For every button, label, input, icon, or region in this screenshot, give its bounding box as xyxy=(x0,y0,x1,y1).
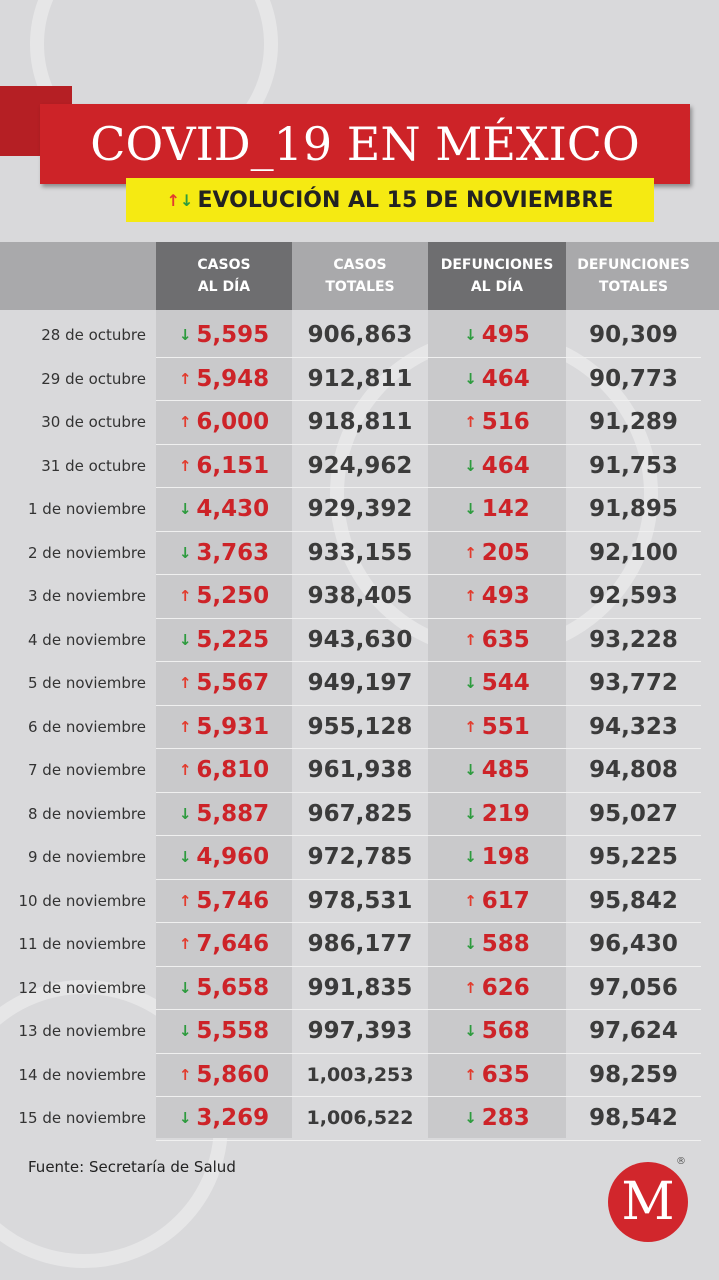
row-date: 14 de noviembre xyxy=(18,1065,146,1084)
row-date: 30 de octubre xyxy=(41,413,146,431)
total-cases: 991,835 xyxy=(307,974,413,1001)
row-date: 12 de noviembre xyxy=(18,978,146,997)
trend-down-icon: ↓ xyxy=(178,804,192,823)
total-cases: 918,811 xyxy=(307,409,413,435)
table-row xyxy=(0,619,719,663)
trend-up-icon: ↑ xyxy=(178,674,192,692)
cases-per-day: ↓ 4,430 xyxy=(178,496,270,522)
cases-per-day: ↑ 5,250 xyxy=(178,583,270,609)
cases-per-day: ↓ 5,595 xyxy=(178,322,270,348)
cases-per-day: ↑ 7,646 xyxy=(178,931,270,957)
cases-per-day: ↑ 6,000 xyxy=(178,409,270,435)
trend-down-icon: ↓ xyxy=(464,369,477,388)
row-date: 9 de noviembre xyxy=(28,848,146,866)
total-cases: 1,006,522 xyxy=(306,1107,414,1129)
cases-per-day: ↑ 5,746 xyxy=(178,887,270,914)
trend-up-icon: ↑ xyxy=(178,456,192,475)
source-note: Fuente: Secretaría de Salud xyxy=(28,1158,236,1176)
total-deaths: 95,225 xyxy=(589,844,678,870)
cases-per-day: ↓ 5,225 xyxy=(178,626,270,653)
row-date: 10 de noviembre xyxy=(18,891,146,910)
deaths-per-day: ↑ 635 xyxy=(464,1061,530,1088)
trend-down-icon: ↓ xyxy=(178,326,192,344)
page-title: COVID_19 EN MÉXICO xyxy=(40,104,690,184)
table-row xyxy=(0,923,719,967)
trend-down-icon: ↓ xyxy=(178,1022,192,1040)
trend-up-icon: ↑ xyxy=(178,587,192,605)
trend-up-icon: ↑ xyxy=(464,413,477,431)
total-cases: 912,811 xyxy=(307,365,413,392)
deaths-per-day: ↑ 617 xyxy=(464,887,530,914)
total-cases: 997,393 xyxy=(307,1018,413,1044)
total-deaths: 91,289 xyxy=(589,409,678,435)
deaths-per-day: ↓ 568 xyxy=(464,1018,530,1044)
total-deaths: 91,753 xyxy=(589,452,678,479)
trend-down-icon: ↓ xyxy=(178,848,192,866)
total-deaths: 92,100 xyxy=(589,539,678,566)
total-cases: 929,392 xyxy=(307,496,413,522)
deaths-per-day: ↓ 198 xyxy=(464,844,530,870)
trend-down-icon: ↓ xyxy=(178,500,192,518)
trend-up-icon: ↑ xyxy=(178,761,192,779)
trend-up-icon: ↑ xyxy=(178,717,192,736)
trend-down-icon: ↓ xyxy=(464,848,477,866)
trend-down-icon: ↓ xyxy=(464,326,477,344)
cases-per-day: ↑ 5,948 xyxy=(178,365,270,392)
total-deaths: 98,259 xyxy=(589,1061,678,1088)
row-date: 15 de noviembre xyxy=(18,1109,146,1127)
trend-up-icon: ↑ xyxy=(464,978,477,997)
total-cases: 955,128 xyxy=(307,713,413,740)
column-header-casos-dia: CASOS AL DÍA xyxy=(197,257,251,295)
milenio-logo: M xyxy=(608,1162,688,1242)
total-cases: 933,155 xyxy=(307,539,413,566)
total-deaths: 95,842 xyxy=(589,887,678,914)
table-row xyxy=(0,532,719,576)
row-date: 11 de noviembre xyxy=(18,935,146,953)
deaths-per-day: ↓ 464 xyxy=(464,365,530,392)
table-row xyxy=(0,488,719,532)
cases-per-day: ↓ 3,763 xyxy=(178,539,270,566)
trend-down-icon: ↓ xyxy=(178,543,192,562)
deaths-per-day: ↑ 493 xyxy=(464,583,530,609)
trend-down-icon: ↓ xyxy=(464,674,477,692)
table-row xyxy=(0,967,719,1011)
trend-down-icon: ↓ xyxy=(464,1109,477,1127)
trend-down-icon: ↓ xyxy=(178,630,192,649)
trend-down-icon: ↓ xyxy=(464,1022,477,1040)
cases-per-day: ↓ 4,960 xyxy=(178,844,270,870)
trend-up-icon: ↑ xyxy=(178,369,192,388)
total-deaths: 90,773 xyxy=(589,365,678,392)
table-row xyxy=(0,1010,719,1054)
total-cases: 972,785 xyxy=(307,844,413,870)
total-cases: 961,938 xyxy=(307,757,413,783)
trend-up-icon: ↑ xyxy=(464,630,477,649)
cases-per-day: ↑ 5,931 xyxy=(178,713,270,740)
total-cases: 938,405 xyxy=(307,583,413,609)
total-cases: 943,630 xyxy=(307,626,413,653)
cases-per-day: ↓ 5,658 xyxy=(178,974,270,1001)
deaths-per-day: ↓ 283 xyxy=(464,1105,530,1131)
cases-per-day: ↑ 5,567 xyxy=(178,670,270,696)
total-deaths: 97,624 xyxy=(589,1018,678,1044)
trend-down-icon: ↓ xyxy=(178,1109,192,1127)
trend-arrows-icon: ↑ ↓ xyxy=(166,190,194,210)
deaths-per-day: ↑ 516 xyxy=(464,409,530,435)
subtitle-text: EVOLUCIÓN AL 15 DE NOVIEMBRE xyxy=(197,187,614,213)
trend-up-icon: ↑ xyxy=(464,891,477,910)
row-date: 4 de noviembre xyxy=(28,630,146,649)
row-date: 5 de noviembre xyxy=(28,674,146,692)
row-date: 31 de octubre xyxy=(41,456,146,475)
deaths-per-day: ↓ 485 xyxy=(464,757,530,783)
total-deaths: 98,542 xyxy=(589,1105,678,1131)
total-deaths: 97,056 xyxy=(589,974,678,1001)
deaths-per-day: ↑ 626 xyxy=(464,974,530,1001)
trend-down-icon: ↓ xyxy=(464,456,477,475)
total-deaths: 93,228 xyxy=(589,626,678,653)
row-date: 8 de noviembre xyxy=(28,804,146,823)
deaths-per-day: ↓ 588 xyxy=(464,931,530,957)
row-divider xyxy=(156,1140,701,1141)
table-row xyxy=(0,880,719,924)
total-cases: 1,003,253 xyxy=(306,1063,414,1086)
trend-up-icon: ↑ xyxy=(464,717,477,736)
column-header-casos-totales: CASOS TOTALES xyxy=(325,257,395,295)
total-deaths: 90,309 xyxy=(589,322,678,348)
total-deaths: 94,808 xyxy=(589,757,678,783)
trend-down-icon: ↓ xyxy=(464,761,477,779)
cases-per-day: ↓ 5,558 xyxy=(178,1018,270,1044)
total-deaths: 94,323 xyxy=(589,713,678,740)
trend-down-icon: ↓ xyxy=(464,935,477,953)
table-row xyxy=(0,575,719,619)
table-row xyxy=(0,793,719,837)
cases-per-day: ↓ 5,887 xyxy=(178,800,270,827)
total-deaths: 96,430 xyxy=(589,931,678,957)
deaths-per-day: ↓ 464 xyxy=(464,452,530,479)
table-row xyxy=(0,706,719,750)
row-date: 6 de noviembre xyxy=(28,717,146,736)
registered-mark: ® xyxy=(676,1156,686,1167)
deaths-per-day: ↓ 219 xyxy=(464,800,530,827)
trend-up-icon: ↑ xyxy=(464,1065,477,1084)
row-date: 1 de noviembre xyxy=(28,500,146,518)
deaths-per-day: ↑ 635 xyxy=(464,626,530,653)
column-header-defunciones-totales: DEFUNCIONES TOTALES xyxy=(577,257,690,295)
table-row xyxy=(0,358,719,402)
cases-per-day: ↑ 5,860 xyxy=(178,1061,270,1088)
deaths-per-day: ↓ 495 xyxy=(464,322,530,348)
cases-per-day: ↓ 3,269 xyxy=(178,1105,270,1131)
column-header-defunciones-dia: DEFUNCIONES AL DÍA xyxy=(440,257,554,295)
total-cases: 967,825 xyxy=(307,800,413,827)
trend-up-icon: ↑ xyxy=(178,891,192,910)
total-deaths: 93,772 xyxy=(589,670,678,696)
trend-up-icon: ↑ xyxy=(178,1065,192,1084)
row-date: 29 de octubre xyxy=(41,369,146,388)
trend-up-icon: ↑ xyxy=(178,413,192,431)
trend-down-icon: ↓ xyxy=(178,978,192,997)
page-subtitle xyxy=(126,178,654,222)
table-row xyxy=(0,662,719,706)
total-deaths: 95,027 xyxy=(589,800,678,827)
total-cases: 986,177 xyxy=(307,931,413,957)
row-date: 2 de noviembre xyxy=(28,543,146,562)
cases-per-day: ↑ 6,810 xyxy=(178,757,270,783)
table-row xyxy=(0,836,719,880)
table-row xyxy=(0,445,719,489)
deaths-per-day: ↓ 544 xyxy=(464,670,530,696)
total-cases: 906,863 xyxy=(307,322,413,348)
table-row xyxy=(0,401,719,445)
total-cases: 949,197 xyxy=(307,670,413,696)
row-date: 7 de noviembre xyxy=(28,761,146,779)
trend-down-icon: ↓ xyxy=(464,500,477,518)
row-date: 13 de noviembre xyxy=(18,1022,146,1040)
total-cases: 978,531 xyxy=(307,887,413,914)
table-row xyxy=(0,749,719,793)
deaths-per-day: ↓ 142 xyxy=(464,496,530,522)
table-row xyxy=(0,1054,719,1098)
table-row xyxy=(0,1097,719,1141)
trend-down-icon: ↓ xyxy=(464,804,477,823)
table-row xyxy=(0,314,719,358)
total-deaths: 92,593 xyxy=(589,583,678,609)
row-date: 3 de noviembre xyxy=(28,587,146,605)
trend-up-icon: ↑ xyxy=(178,935,192,953)
trend-up-icon: ↑ xyxy=(464,543,477,562)
trend-up-icon: ↑ xyxy=(464,587,477,605)
total-cases: 924,962 xyxy=(307,452,413,479)
deaths-per-day: ↑ 205 xyxy=(464,539,530,566)
deaths-per-day: ↑ 551 xyxy=(464,713,530,740)
row-date: 28 de octubre xyxy=(41,326,146,344)
total-deaths: 91,895 xyxy=(589,496,678,522)
cases-per-day: ↑ 6,151 xyxy=(178,452,270,479)
